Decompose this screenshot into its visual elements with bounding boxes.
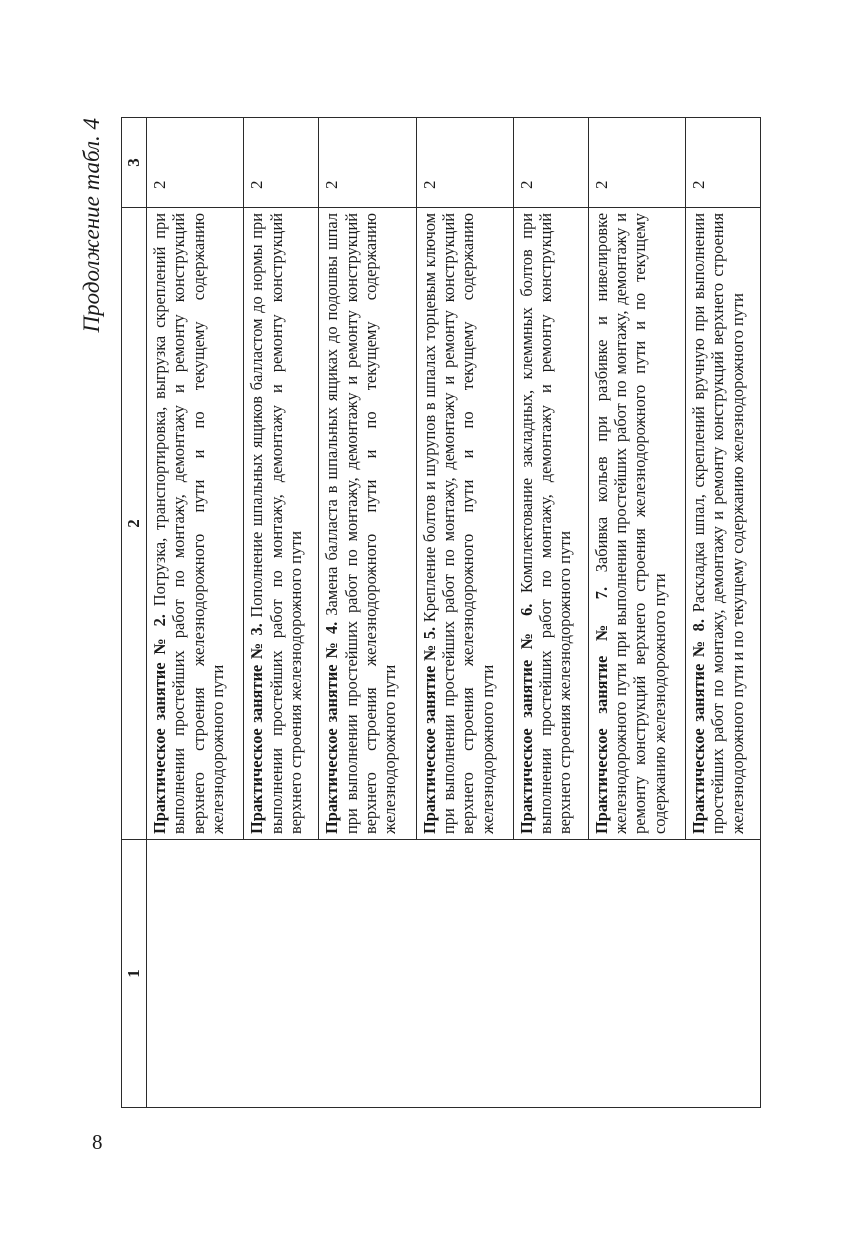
table-header-row — [122, 118, 147, 1108]
page-number: 8 — [92, 1130, 103, 1154]
lesson-description — [513, 208, 588, 840]
lesson-hours: 2 — [513, 118, 588, 208]
lesson-text: Забивка кольев при разбивке и нивелировке железнодорожного пути при выполнении простейших работ по монтажу, демонтажу и ремонту конструкций верхнего строения железнодорожного пути и по текущему содержанию железнодорожного пути — [591, 213, 669, 834]
lesson-title: Практическое занятие № 4. — [322, 621, 342, 834]
lesson-title: Практическое занятие № 6. — [516, 603, 536, 834]
column-header-1: 1 — [122, 840, 147, 1108]
lesson-hours: 2 — [416, 118, 513, 208]
lesson-text: Комплектование закладных, клеммных болтов при выполнении простейших работ по монтажу, демонтажу и ремонту конструкций верхнего строения железнодорожного пути — [516, 213, 575, 834]
lesson-title: Практическое занятие № 7. — [591, 586, 611, 834]
rotated-table-block — [79, 118, 761, 1108]
lesson-text: Раскладка шпал, скреплений вручную при выполнении простейших работ по монтажу, демонтажу и ремонту конструкций верхнего строения железнодорожного пути и по текущему содержанию железнодорожного пути — [689, 213, 747, 834]
table-row — [147, 118, 244, 1108]
column-header-3: 3 — [122, 118, 147, 208]
lesson-title: Практическое занятие № 3. — [247, 623, 267, 834]
merged-first-column-cell — [147, 840, 761, 1108]
column-header-2: 2 — [122, 208, 147, 840]
lesson-hours: 2 — [147, 118, 244, 208]
practice-table — [121, 117, 761, 1108]
lesson-text: Погрузка, транспортировка, выгрузка скреплений при выполнении простейших работ по монтажу, демонтажу и ремонту конструкций верхнего строения железнодорожного пути и по текущему содержанию железнодорожного пути — [150, 213, 228, 834]
lesson-description — [319, 208, 416, 840]
lesson-hours: 2 — [244, 118, 319, 208]
lesson-text: Замена балласта в шпальных ящиках до подошвы шпал при выполнении простейших работ по монтажу, демонтажу и ремонту конструкций верхнего строения железнодорожного пути и по текущему содержанию железнодорожного пути — [322, 213, 400, 834]
lesson-title: Практическое занятие № 2. — [150, 614, 169, 834]
lesson-description — [147, 208, 244, 840]
lesson-description — [588, 208, 685, 840]
lesson-title: Практическое занятие № 5. — [419, 626, 439, 834]
lesson-description — [416, 208, 513, 840]
lesson-hours: 2 — [588, 118, 685, 208]
lesson-text: Пополнение шпальных ящиков балластом до нормы при выполнении простейших работ по монтажу, демонтажу и ремонту конструкций верхнего строения железнодорожного пути — [247, 213, 305, 834]
lesson-hours: 2 — [319, 118, 416, 208]
lesson-hours: 2 — [686, 118, 761, 208]
lesson-title: Практическое занятие № 8. — [689, 619, 708, 834]
lesson-text: Крепление болтов и шурупов в шпалах торцевым ключом при выполнении простейших работ по монтажу, демонтажу и ремонту конструкций верхнего строения железнодорожного пути и по текущему содержанию железнодорожного пути — [419, 213, 497, 834]
lesson-description — [686, 208, 761, 840]
lesson-description — [244, 208, 319, 840]
table-caption: Продолжение табл. 4 — [79, 118, 104, 333]
